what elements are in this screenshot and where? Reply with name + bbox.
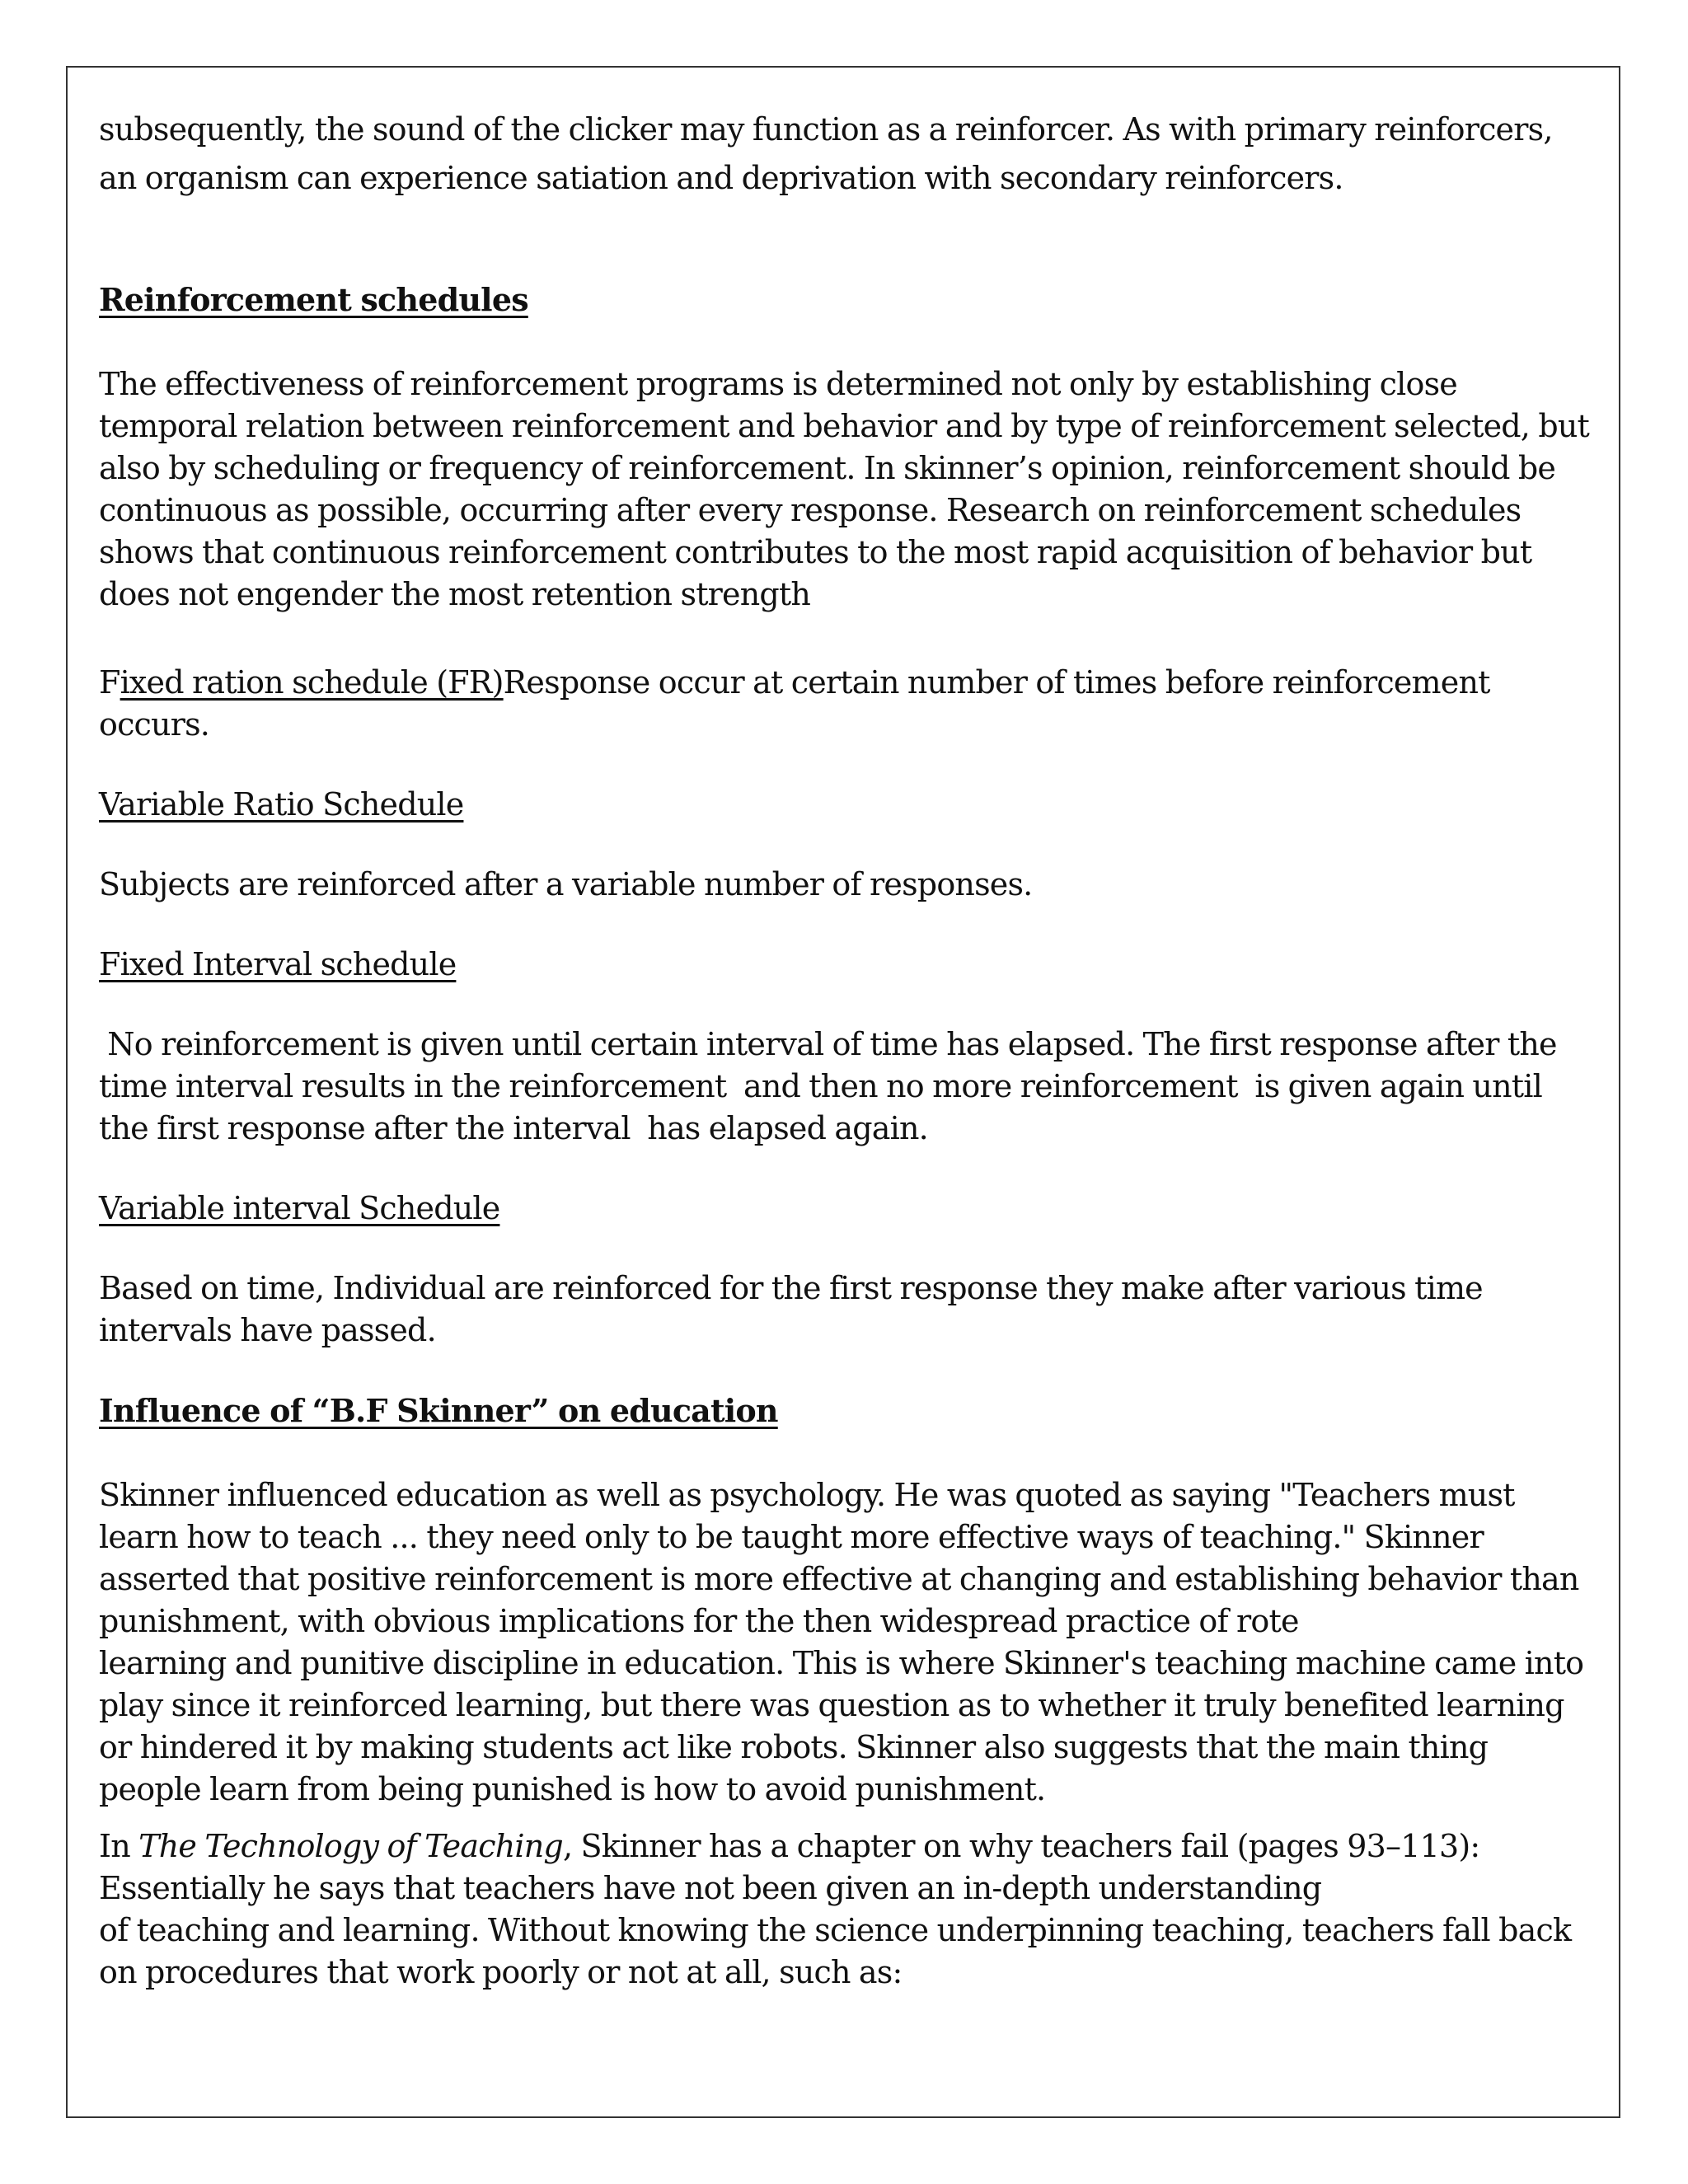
fixed-ratio-first-letter: F (99, 664, 120, 701)
variable-interval-heading: Variable interval Schedule (99, 1190, 500, 1226)
fixed-interval-heading: Fixed Interval schedule (99, 946, 457, 982)
fixed-ratio-label: ixed ration schedule (FR) (120, 664, 504, 701)
influence-para1-part2: learning and punitive discipline in education. This is where Skinner's teaching machine came into play since it reinforced learning, but there was question as to whether it truly benefited learning or hindered it by making students act like robots. Skinner also suggests that the main thing people learn from being punished is how to avoid punishment. (99, 1645, 1584, 1807)
reinforcement-paragraph: The effectiveness of reinforcement programs is determined not only by establishing close temporal relation between reinforcement and behavior and by type of reinforcement selected, but also by scheduling or frequency of reinforcement. In skinner’s opinion, reinforcement should be continuous as possible, occurring after every response. Research on reinforcement schedules shows that continuous reinforcement contributes to the most rapid acquisition of behavior but does not engender the most retention strength (99, 366, 1590, 612)
influence-para1-part1: Skinner influenced education as well as psychology. He was quoted as saying "Teachers must learn how to teach ... they need only to be taught more effective ways of teaching." Skinner asserted that positive reinforcement is more effective at changing and establishing behavior than punishment, with obvious implications for the then widespread practice of rote (99, 1477, 1579, 1639)
fixed-ratio-paragraph (99, 662, 1591, 746)
variable-interval-text: Based on time, Individual are reinforced for the first response they make after various time intervals have passed. (99, 1270, 1483, 1348)
influence-para2-prefix: In (99, 1828, 139, 1864)
influence-paragraph-2 (99, 1825, 1591, 1994)
influence-heading: Influence of “B.F Skinner” on education (99, 1392, 778, 1429)
variable-ratio-heading: Variable Ratio Schedule (99, 786, 464, 823)
fixed-ratio-text: Response occur at certain number of times before reinforcement occurs. (99, 664, 1490, 743)
influence-para2-mid: , Skinner has a chapter on why teachers fail (pages 93–113): Essentially he says that teachers have not been given an in-depth understanding (99, 1828, 1480, 1906)
influence-paragraph-1 (99, 1474, 1591, 1811)
document-body (99, 105, 1591, 1994)
fixed-interval-text: No reinforcement is given until certain interval of time has elapsed. The first response after the time interval results in the reinforcement and then no more reinforcement is given again until the first response after the interval has elapsed again. (99, 1026, 1565, 1146)
variable-ratio-text: Subjects are reinforced after a variable number of responses. (99, 866, 1033, 902)
book-title: The Technology of Teaching (138, 1828, 563, 1864)
influence-para2-end: of teaching and learning. Without knowing the science underpinning teaching, teachers fall back on procedures that work poorly or not at all, such as: (99, 1912, 1572, 1990)
reinforcement-schedules-heading: Reinforcement schedules (99, 281, 528, 318)
intro-paragraph: subsequently, the sound of the clicker may function as a reinforcer. As with primary reinforcers, an organism can experience satiation and deprivation with secondary reinforcers. (99, 111, 1553, 196)
